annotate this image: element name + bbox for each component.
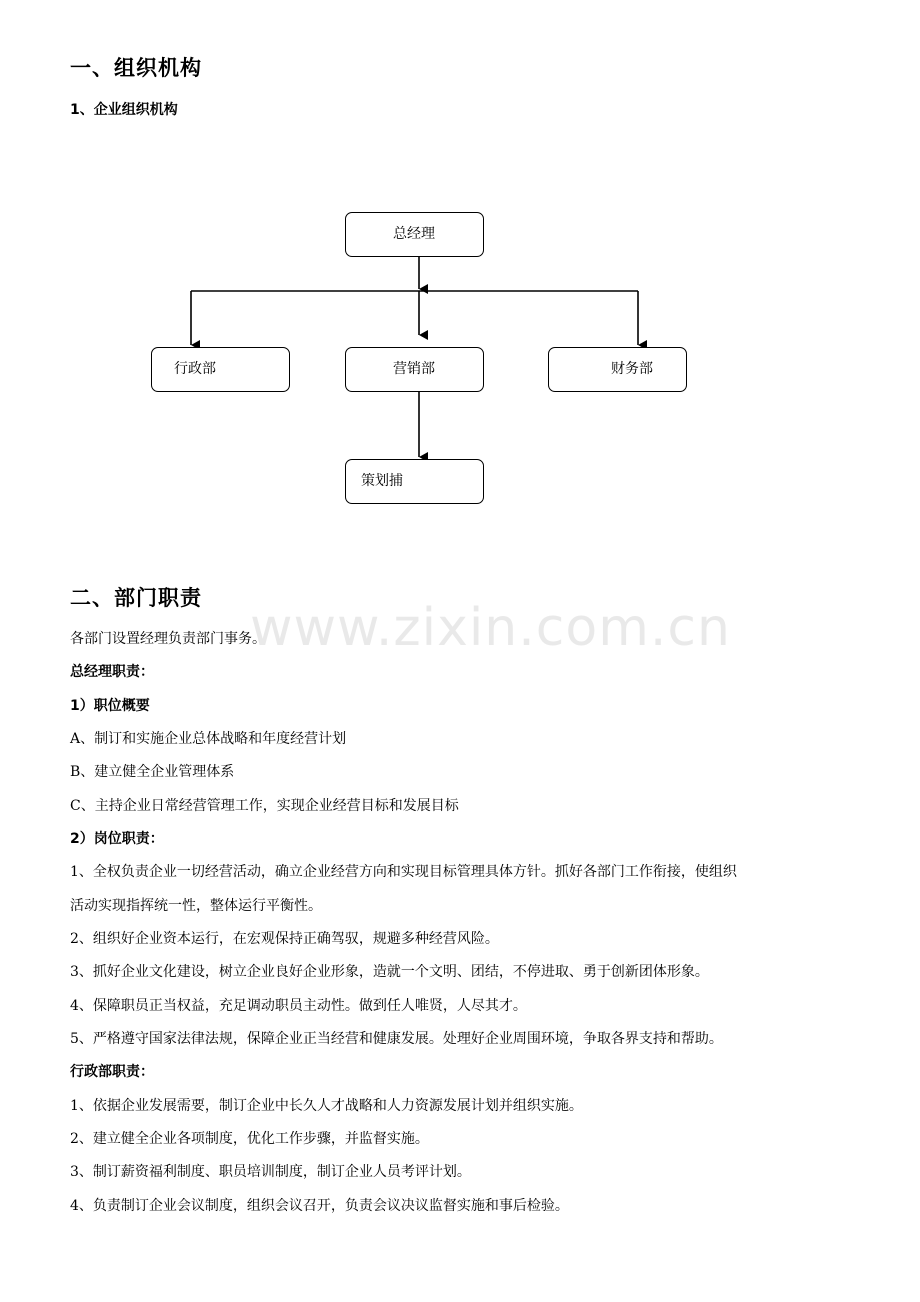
- text-line: 1、依据企业发展需要，制订企业中长久人才战略和人力资源发展计划并组织实施。: [70, 1098, 583, 1114]
- text-line: 2、组织好企业资本运行，在宏观保持正确驾驭，规避多种经营风险。: [70, 931, 499, 947]
- section1-subtitle: 1、企业组织机构: [70, 102, 178, 118]
- text-line: 1、全权负责企业一切经营活动，确立企业经营方向和实现目标管理具体方针。抓好各部门工作衔接，使组织: [70, 864, 737, 880]
- heading-position-summary: 1）职位概要: [70, 698, 150, 714]
- text-line: 活动实现指挥统一性，整体运行平衡性。: [70, 898, 322, 914]
- text-line: 3、抓好企业文化建设，树立企业良好企业形象，造就一个文明、团结，不停进取、勇于创新团体形象。: [70, 964, 709, 980]
- text-line: 4、保障职员正当权益，充足调动职员主动性。做到任人唯贤，人尽其才。: [70, 998, 527, 1014]
- org-node-finance: [548, 347, 687, 392]
- text-line: B、建立健全企业管理体系: [70, 764, 235, 780]
- org-chart: [0, 0, 920, 560]
- heading-admin-duties: 行政部职责：: [70, 1064, 154, 1080]
- text-line: 4、负责制订企业会议制度，组织会议召开，负责会议决议监督实施和事后检验。: [70, 1198, 569, 1214]
- org-node-marketing: [345, 347, 484, 392]
- org-node-label: 财务部: [611, 361, 653, 377]
- org-node-planning: [345, 459, 484, 504]
- org-node-admin: [151, 347, 290, 392]
- text-line: 2、建立健全企业各项制度，优化工作步骤，并监督实施。: [70, 1131, 429, 1147]
- text-line: 各部门设置经理负责部门事务。: [70, 631, 266, 647]
- org-node-label: 行政部: [174, 361, 216, 377]
- org-node-label: 营销部: [393, 361, 435, 377]
- org-node-label: 总经理: [393, 226, 435, 242]
- section2-title: 二、部门职责: [70, 586, 202, 610]
- text-line: C、主持企业日常经营管理工作，实现企业经营目标和发展目标: [70, 798, 459, 814]
- watermark: www.zixin.com.cn: [250, 598, 731, 658]
- heading-gm-duties: 总经理职责：: [70, 664, 154, 680]
- text-line: 5、严格遵守国家法律法规，保障企业正当经营和健康发展。处理好企业周围环境，争取各界支持和帮助。: [70, 1031, 723, 1047]
- org-node-label: 策划捕: [361, 473, 403, 489]
- org-node-general-manager: [345, 212, 484, 257]
- section1-title: 一、组织机构: [70, 56, 202, 80]
- text-line: 3、制订薪资福利制度、职员培训制度，制订企业人员考评计划。: [70, 1164, 471, 1180]
- text-line: A、制订和实施企业总体战略和年度经营计划: [70, 731, 347, 747]
- heading-job-duties: 2）岗位职责：: [70, 831, 164, 847]
